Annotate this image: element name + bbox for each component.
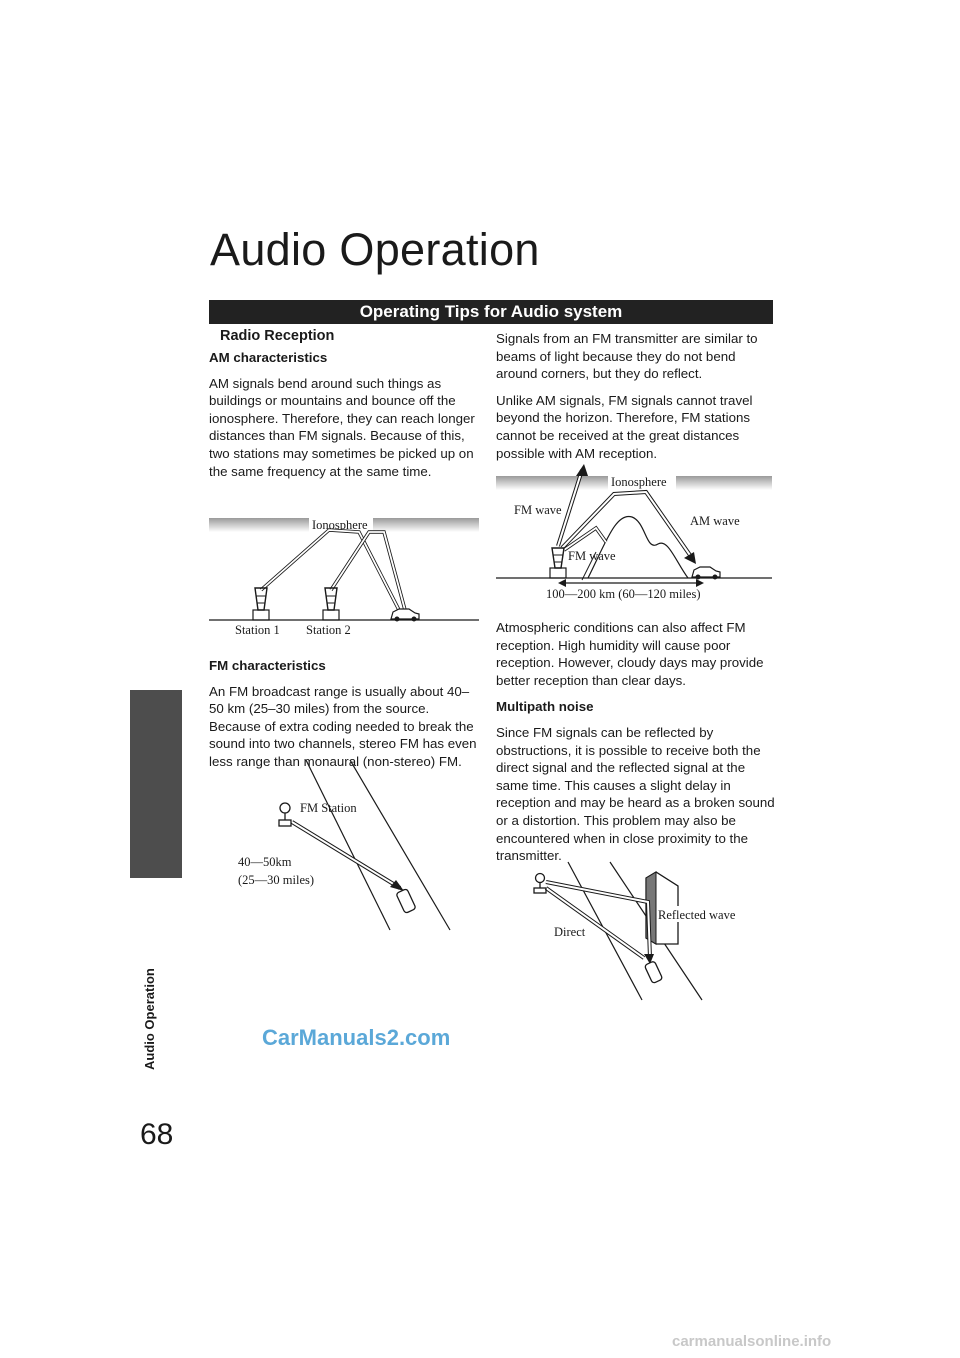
am-ionosphere-diagram bbox=[209, 510, 481, 640]
footer-watermark: carmanualsonline.info bbox=[672, 1333, 832, 1350]
fm-heading: FM characteristics bbox=[209, 658, 326, 673]
right-column-bottom bbox=[496, 619, 776, 874]
reflected-signal bbox=[546, 882, 650, 958]
fm-station-icon bbox=[279, 803, 291, 826]
tower-icon bbox=[253, 588, 269, 620]
fm-beam-paragraph: Signals from an FM transmitter are similar to beams of light because they do not bend around corners, but they do reflect. bbox=[496, 331, 758, 382]
am-paragraph: AM signals bend around such things as buildings or mountains and bounce off the ionosphere. Therefore, they can reach longer distances than FM signals. Because of this, two stations may sometimes be picked up on the same frequency at the same time. bbox=[209, 375, 475, 479]
left-column-am bbox=[209, 349, 477, 489]
fm-paragraph: An FM broadcast range is usually about 40–50 km (25–30 miles) from the source. Because of extra coding needed to break the sound into two channels, stereo FM has even less range than monaural (non-stereo) FM. bbox=[209, 683, 477, 769]
watermark: CarManuals2.com bbox=[262, 1025, 451, 1050]
chapter-tab bbox=[130, 690, 182, 878]
road-edge bbox=[306, 760, 390, 930]
car-icon bbox=[396, 888, 416, 913]
tower-icon bbox=[323, 588, 339, 620]
reflected-wave-label: Reflected wave bbox=[658, 908, 736, 922]
fm-station-icon bbox=[534, 874, 546, 894]
tower-icon bbox=[550, 548, 566, 578]
fm-wave-low-label: FM wave bbox=[568, 549, 616, 563]
distance-label: 100—200 km (60—120 miles) bbox=[546, 587, 701, 601]
page-number: 68 bbox=[140, 1118, 174, 1151]
multipath-paragraph: Since FM signals can be reflected by obstructions, it is possible to receive both the direct signal and the reflected signal at the same time. This causes a slight delay in reception and may be heard as a broken sound or a distortion. This problem may also be encountered when in close proximity to the transmitter. bbox=[496, 724, 775, 864]
ionosphere-label: Ionosphere bbox=[611, 475, 667, 489]
station-2-label: Station 2 bbox=[306, 623, 351, 637]
fm-station-label: FM Station bbox=[300, 801, 357, 815]
multipath-heading: Multipath noise bbox=[496, 699, 594, 715]
range-km-label: 40—50km bbox=[238, 855, 292, 869]
section-bar: Operating Tips for Audio system bbox=[209, 300, 773, 324]
multipath-diagram bbox=[520, 858, 760, 1004]
page-title: Audio Operation bbox=[210, 224, 540, 275]
mountain bbox=[588, 516, 688, 578]
horizon-paragraph: Unlike AM signals, FM signals cannot travel beyond the horizon. Therefore, FM stations cannot be received at the great distances possible with AM reception. bbox=[496, 392, 753, 461]
car-icon bbox=[644, 961, 662, 984]
fm-am-horizon-diagram bbox=[496, 462, 776, 604]
fm-wave-top-label: FM wave bbox=[514, 503, 562, 517]
range-miles-label: (25—30 miles) bbox=[238, 873, 315, 887]
fm-range-diagram bbox=[230, 760, 470, 940]
am-wave-label: AM wave bbox=[690, 514, 740, 528]
right-column-top bbox=[496, 330, 774, 471]
chapter-side-label: Audio Operation bbox=[142, 968, 157, 1070]
station-1-label: Station 1 bbox=[235, 623, 280, 637]
ionosphere-label: Ionosphere bbox=[312, 518, 368, 532]
direct-label: Direct bbox=[554, 925, 586, 939]
am-heading: AM characteristics bbox=[209, 350, 328, 365]
road-edge bbox=[350, 760, 450, 930]
sub-heading-radio-reception: Radio Reception bbox=[220, 328, 335, 344]
atmospheric-paragraph: Atmospheric conditions can also affect FM reception. High humidity will cause poor reception. However, cloudy days may provide better reception than clear days. bbox=[496, 620, 764, 688]
